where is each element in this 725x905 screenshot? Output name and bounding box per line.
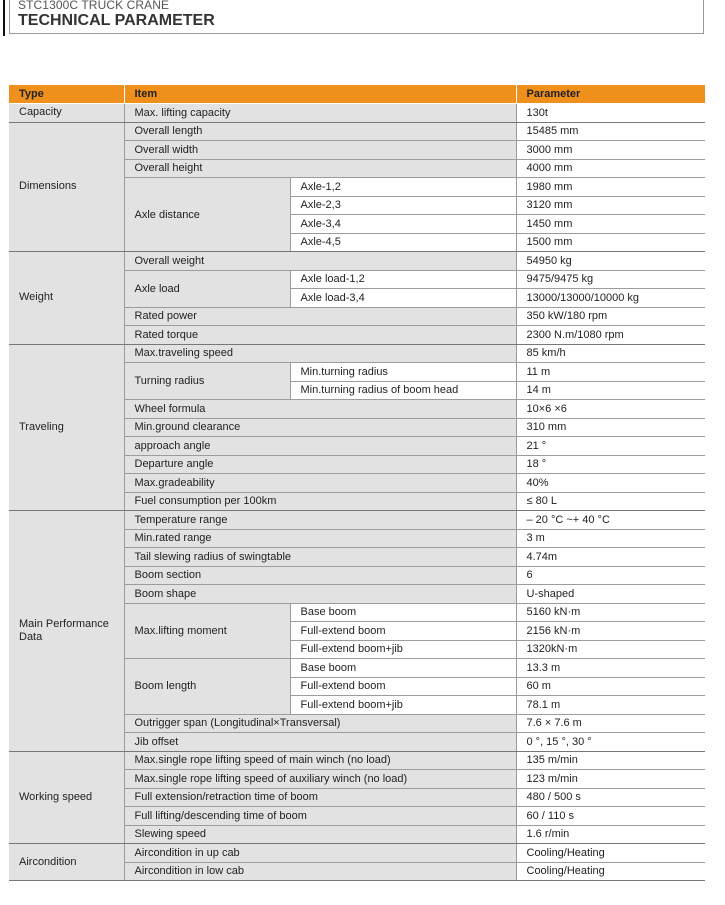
item-cell: Max.single rope lifting speed of main winch (no load) [124, 751, 516, 770]
item-cell: Wheel formula [124, 400, 516, 419]
subitem-cell: Base boom [290, 659, 516, 678]
type-cell-main-performance: Main Performance Data [9, 511, 124, 752]
item-cell: Fuel consumption per 100km [124, 492, 516, 511]
item-cell: Max.traveling speed [124, 344, 516, 363]
item-cell: Aircondition in up cab [124, 844, 516, 863]
parameter-cell: ≤ 80 L [516, 492, 705, 511]
item-cell: Full lifting/descending time of boom [124, 807, 516, 826]
parameter-cell: Cooling/Heating [516, 844, 705, 863]
subitem-cell: Full-extend boom+jib [290, 640, 516, 659]
parameter-cell: U-shaped [516, 585, 705, 604]
parameter-cell: – 20 °C ~+ 40 °C [516, 511, 705, 530]
type-cell-dimensions: Dimensions [9, 122, 124, 252]
column-header-parameter: Parameter [516, 85, 705, 104]
subitem-cell: Axle-3,4 [290, 215, 516, 234]
table-row [9, 344, 705, 363]
subitem-cell: Axle load-1,2 [290, 270, 516, 289]
type-cell-traveling: Traveling [9, 344, 124, 511]
parameter-cell: 4000 mm [516, 159, 705, 178]
item-cell: Axle load [124, 270, 290, 307]
subitem-cell: Axle-1,2 [290, 178, 516, 197]
parameter-cell: 3120 mm [516, 196, 705, 215]
parameter-cell: 60 m [516, 677, 705, 696]
parameter-cell: 10×6 ×6 [516, 400, 705, 419]
item-cell: Overall length [124, 122, 516, 141]
header-accent-rule [3, 0, 5, 36]
type-cell-capacity: Capacity [9, 104, 124, 123]
subitem-cell: Base boom [290, 603, 516, 622]
parameter-cell: 4.74m [516, 548, 705, 567]
document-subtitle: STC1300C TRUCK CRANE [18, 0, 170, 12]
item-cell: Axle distance [124, 178, 290, 252]
column-header-type: Type [9, 85, 124, 104]
item-cell: Max.gradeability [124, 474, 516, 493]
parameter-cell: 1450 mm [516, 215, 705, 234]
parameter-cell: 85 km/h [516, 344, 705, 363]
parameter-cell: Cooling/Heating [516, 862, 705, 881]
parameter-cell: 480 / 500 s [516, 788, 705, 807]
item-cell: Rated torque [124, 326, 516, 345]
parameter-cell: 3 m [516, 529, 705, 548]
item-cell: Jib offset [124, 733, 516, 752]
type-cell-working-speed: Working speed [9, 751, 124, 844]
parameter-cell: 135 m/min [516, 751, 705, 770]
table-row [9, 844, 705, 863]
parameter-cell: 60 / 110 s [516, 807, 705, 826]
item-cell: Min.ground clearance [124, 418, 516, 437]
parameter-cell: 1320kN·m [516, 640, 705, 659]
parameter-cell: 21 ° [516, 437, 705, 456]
item-cell: Full extension/retraction time of boom [124, 788, 516, 807]
item-cell: Boom length [124, 659, 290, 715]
technical-parameter-table [9, 85, 705, 881]
parameter-cell: 1.6 r/min [516, 825, 705, 844]
parameter-cell: 6 [516, 566, 705, 585]
table-row [9, 751, 705, 770]
item-cell: Max.lifting moment [124, 603, 290, 659]
parameter-cell: 7.6 × 7.6 m [516, 714, 705, 733]
item-cell: Min.rated range [124, 529, 516, 548]
item-cell: Overall width [124, 141, 516, 160]
item-cell: Boom section [124, 566, 516, 585]
parameter-cell: 0 °, 15 °, 30 ° [516, 733, 705, 752]
item-cell: Overall height [124, 159, 516, 178]
parameter-cell: 3000 mm [516, 141, 705, 160]
type-cell-aircondition: Aircondition [9, 844, 124, 881]
document-title: TECHNICAL PARAMETER [18, 12, 215, 29]
item-cell: approach angle [124, 437, 516, 456]
item-cell: Rated power [124, 307, 516, 326]
type-cell-weight: Weight [9, 252, 124, 345]
item-cell: Boom shape [124, 585, 516, 604]
item-cell: Max.single rope lifting speed of auxiliary winch (no load) [124, 770, 516, 789]
parameter-cell: 1980 mm [516, 178, 705, 197]
table-row [9, 104, 705, 123]
subitem-cell: Min.turning radius [290, 363, 516, 382]
subitem-cell: Min.turning radius of boom head [290, 381, 516, 400]
table-row [9, 511, 705, 530]
parameter-cell: 123 m/min [516, 770, 705, 789]
table-row [9, 252, 705, 271]
subitem-cell: Full-extend boom+jib [290, 696, 516, 715]
parameter-cell: 2300 N.m/1080 rpm [516, 326, 705, 345]
parameter-cell: 1500 mm [516, 233, 705, 252]
subitem-cell: Full-extend boom [290, 622, 516, 641]
parameter-cell: 15485 mm [516, 122, 705, 141]
column-header-item: Item [124, 85, 516, 104]
parameter-cell: 14 m [516, 381, 705, 400]
subitem-cell: Full-extend boom [290, 677, 516, 696]
parameter-cell: 40% [516, 474, 705, 493]
parameter-cell: 13.3 m [516, 659, 705, 678]
item-cell: Max. lifting capacity [124, 104, 516, 123]
parameter-cell: 310 mm [516, 418, 705, 437]
item-cell: Temperature range [124, 511, 516, 530]
subitem-cell: Axle-4,5 [290, 233, 516, 252]
parameter-cell: 130t [516, 104, 705, 123]
parameter-cell: 78.1 m [516, 696, 705, 715]
item-cell: Departure angle [124, 455, 516, 474]
parameter-cell: 18 ° [516, 455, 705, 474]
table-header-row [9, 85, 705, 104]
item-cell: Outrigger span (Longitudinal×Transversal) [124, 714, 516, 733]
parameter-cell: 54950 kg [516, 252, 705, 271]
parameter-cell: 2156 kN·m [516, 622, 705, 641]
subitem-cell: Axle-2,3 [290, 196, 516, 215]
table-row [9, 122, 705, 141]
item-cell: Overall weight [124, 252, 516, 271]
parameter-cell: 11 m [516, 363, 705, 382]
parameter-cell: 9475/9475 kg [516, 270, 705, 289]
item-cell: Tail slewing radius of swingtable [124, 548, 516, 567]
parameter-cell: 350 kW/180 rpm [516, 307, 705, 326]
item-cell: Slewing speed [124, 825, 516, 844]
subitem-cell: Axle load-3,4 [290, 289, 516, 308]
parameter-cell: 5160 kN·m [516, 603, 705, 622]
item-cell: Aircondition in low cab [124, 862, 516, 881]
parameter-cell: 13000/13000/10000 kg [516, 289, 705, 308]
item-cell: Turning radius [124, 363, 290, 400]
